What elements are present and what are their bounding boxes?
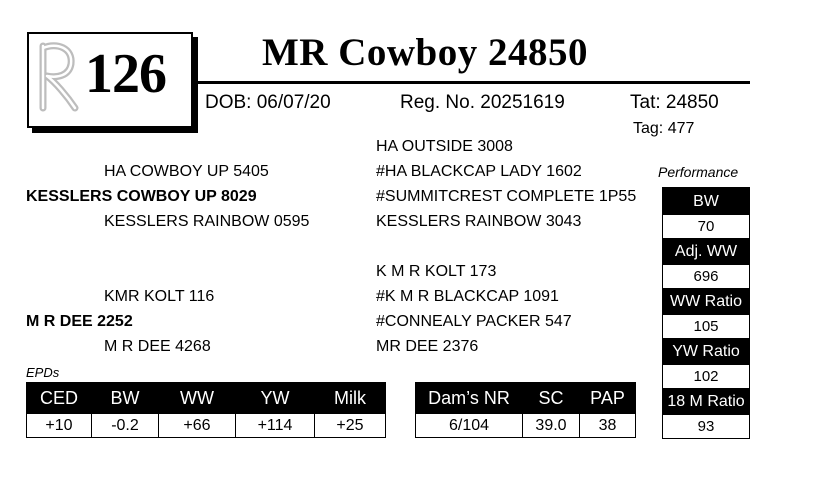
title-divider <box>194 81 750 84</box>
sire-sire-dam: #HA BLACKCAP LADY 1602 <box>376 163 582 180</box>
dob: DOB: 06/07/20 <box>205 92 331 113</box>
dam-sire-dam: #K M R BLACKCAP 1091 <box>376 288 559 305</box>
perf-18m-ratio-label: 18 M Ratio <box>663 388 749 415</box>
perf-adj-ww-label: Adj. WW <box>663 238 749 265</box>
epd-header-bw: BW <box>92 383 159 414</box>
perf-18m-ratio-value: 93 <box>663 415 749 438</box>
epds-label: EPDs <box>26 365 60 380</box>
sire-dam-dam: KESSLERS RAINBOW 3043 <box>376 213 582 230</box>
tattoo: Tat: 24850 <box>630 92 719 113</box>
pap-header: PAP <box>580 383 636 414</box>
dam-dam: M R DEE 4268 <box>104 338 211 355</box>
registration-number: Reg. No. 20251619 <box>400 92 565 113</box>
epd-value-milk: +25 <box>315 414 386 438</box>
animal-name-title: MR Cowboy 24850 <box>262 31 588 74</box>
perf-bw-label: BW <box>663 188 749 215</box>
epd-value-yw: +114 <box>236 414 315 438</box>
lot-box <box>27 32 193 128</box>
epd-value-ww: +66 <box>159 414 236 438</box>
dam-nr-value: 6/104 <box>416 414 523 438</box>
sc-header: SC <box>523 383 580 414</box>
perf-ww-ratio-label: WW Ratio <box>663 288 749 315</box>
sire-sire: HA COWBOY UP 5405 <box>104 163 269 180</box>
table-row <box>27 414 386 438</box>
epd-value-bw: -0.2 <box>92 414 159 438</box>
epd-table <box>26 382 386 438</box>
sc-value: 39.0 <box>523 414 580 438</box>
perf-ww-ratio-value: 105 <box>663 315 749 338</box>
dam-stats-table <box>415 382 636 438</box>
sire-sire-sire: HA OUTSIDE 3008 <box>376 138 513 155</box>
epd-header-ww: WW <box>159 383 236 414</box>
sire-name: KESSLERS COWBOY UP 8029 <box>26 188 257 205</box>
perf-bw-value: 70 <box>663 215 749 238</box>
dam-sire-sire: K M R KOLT 173 <box>376 263 497 280</box>
table-row <box>27 383 386 414</box>
pap-value: 38 <box>580 414 636 438</box>
table-row <box>416 414 636 438</box>
table-row <box>416 383 636 414</box>
dam-sire: KMR KOLT 116 <box>104 288 215 305</box>
perf-yw-ratio-label: YW Ratio <box>663 338 749 365</box>
epd-header-ced: CED <box>27 383 92 414</box>
tag-number: Tag: 477 <box>633 120 695 137</box>
epd-header-milk: Milk <box>315 383 386 414</box>
ranch-r-logo <box>35 38 81 114</box>
perf-yw-ratio-value: 102 <box>663 365 749 388</box>
sire-dam-sire: #SUMMITCREST COMPLETE 1P55 <box>376 188 637 205</box>
sire-dam: KESSLERS RAINBOW 0595 <box>104 213 310 230</box>
lot-number: 126 <box>85 43 166 105</box>
dam-dam-sire: #CONNEALY PACKER 547 <box>376 313 572 330</box>
dam-name: M R DEE 2252 <box>26 313 133 330</box>
dam-nr-header: Dam’s NR <box>416 383 523 414</box>
performance-panel <box>662 187 750 439</box>
epd-header-yw: YW <box>236 383 315 414</box>
dam-dam-dam: MR DEE 2376 <box>376 338 479 355</box>
performance-label: Performance <box>658 164 739 180</box>
perf-adj-ww-value: 696 <box>663 265 749 288</box>
epd-value-ced: +10 <box>27 414 92 438</box>
